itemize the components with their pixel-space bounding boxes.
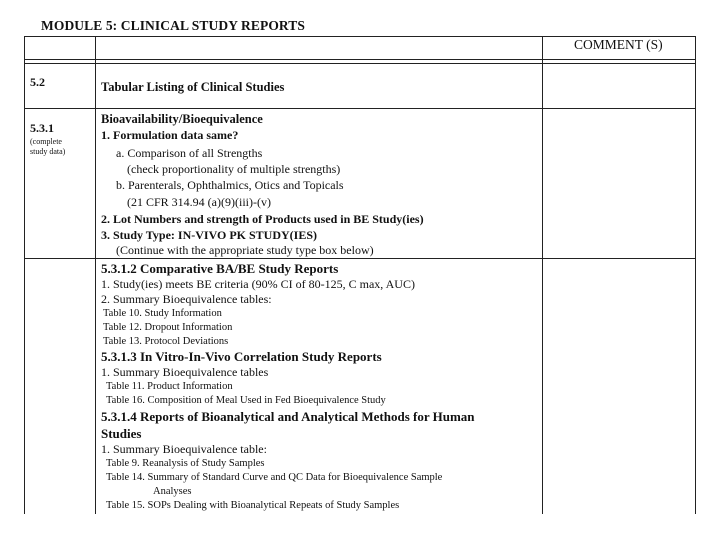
list-item: 1. Formulation data same? [101, 128, 239, 142]
table-reference: Analyses [153, 486, 192, 497]
table-reference: Table 12. Dropout Information [103, 322, 233, 333]
table-reference: Table 13. Protocol Deviations [103, 336, 229, 347]
section-code: 5.2 [30, 75, 45, 89]
page-title: MODULE 5: CLINICAL STUDY REPORTS [41, 18, 306, 33]
list-item: 1. Summary Bioequivalence tables [101, 365, 269, 379]
list-item: 1. Summary Bioequivalence table: [101, 442, 267, 456]
section-code-note: (complete [30, 137, 62, 146]
section-code: 5.3.1 [30, 121, 54, 135]
list-item: (check proportionality of multiple strengths) [127, 162, 341, 176]
section-heading: Tabular Listing of Clinical Studies [101, 80, 285, 94]
table-reference: Table 11. Product Information [106, 381, 233, 392]
list-item: 3. Study Type: IN-VIVO PK STUDY(IES) [101, 228, 318, 242]
table-reference: Table 14. Summary of Standard Curve and QC Data for Bioequivalence Sample [106, 472, 443, 483]
list-item: 2. Summary Bioequivalence tables: [101, 292, 272, 306]
table-reference: Table 9. Reanalysis of Study Samples [106, 458, 265, 469]
list-item: 1. Study(ies) meets BE criteria (90% CI of 80-125, C max, AUC) [101, 277, 415, 291]
list-item: 2. Lot Numbers and strength of Products used in BE Study(ies) [101, 212, 424, 226]
subsection-heading: 5.3.1.2 Comparative BA/BE Study Reports [101, 261, 339, 276]
table-reference: Table 15. SOPs Dealing with Bioanalytical Repeats of Study Samples [106, 500, 400, 511]
list-item: a. Comparison of all Strengths [116, 146, 263, 160]
subsection-heading: Studies [101, 426, 142, 441]
list-item: (21 CFR 314.94 (a)(9)(iii)-(v) [127, 195, 271, 209]
section-heading: Bioavailability/Bioequivalence [101, 112, 263, 126]
subsection-heading: 5.3.1.3 In Vitro-In-Vivo Correlation Study Reports [101, 349, 382, 364]
section-code-note: study data) [30, 147, 66, 156]
list-item: b. Parenterals, Ophthalmics, Otics and Topicals [116, 178, 344, 192]
table-reference: Table 10. Study Information [103, 308, 222, 319]
subsection-heading: 5.3.1.4 Reports of Bioanalytical and Analytical Methods for Human [101, 409, 475, 424]
list-item: (Continue with the appropriate study type box below) [116, 243, 374, 257]
comment-column-header: COMMENT (S) [574, 37, 663, 52]
table-reference: Table 16. Composition of Meal Used in Fed Bioequivalence Study [106, 395, 386, 406]
